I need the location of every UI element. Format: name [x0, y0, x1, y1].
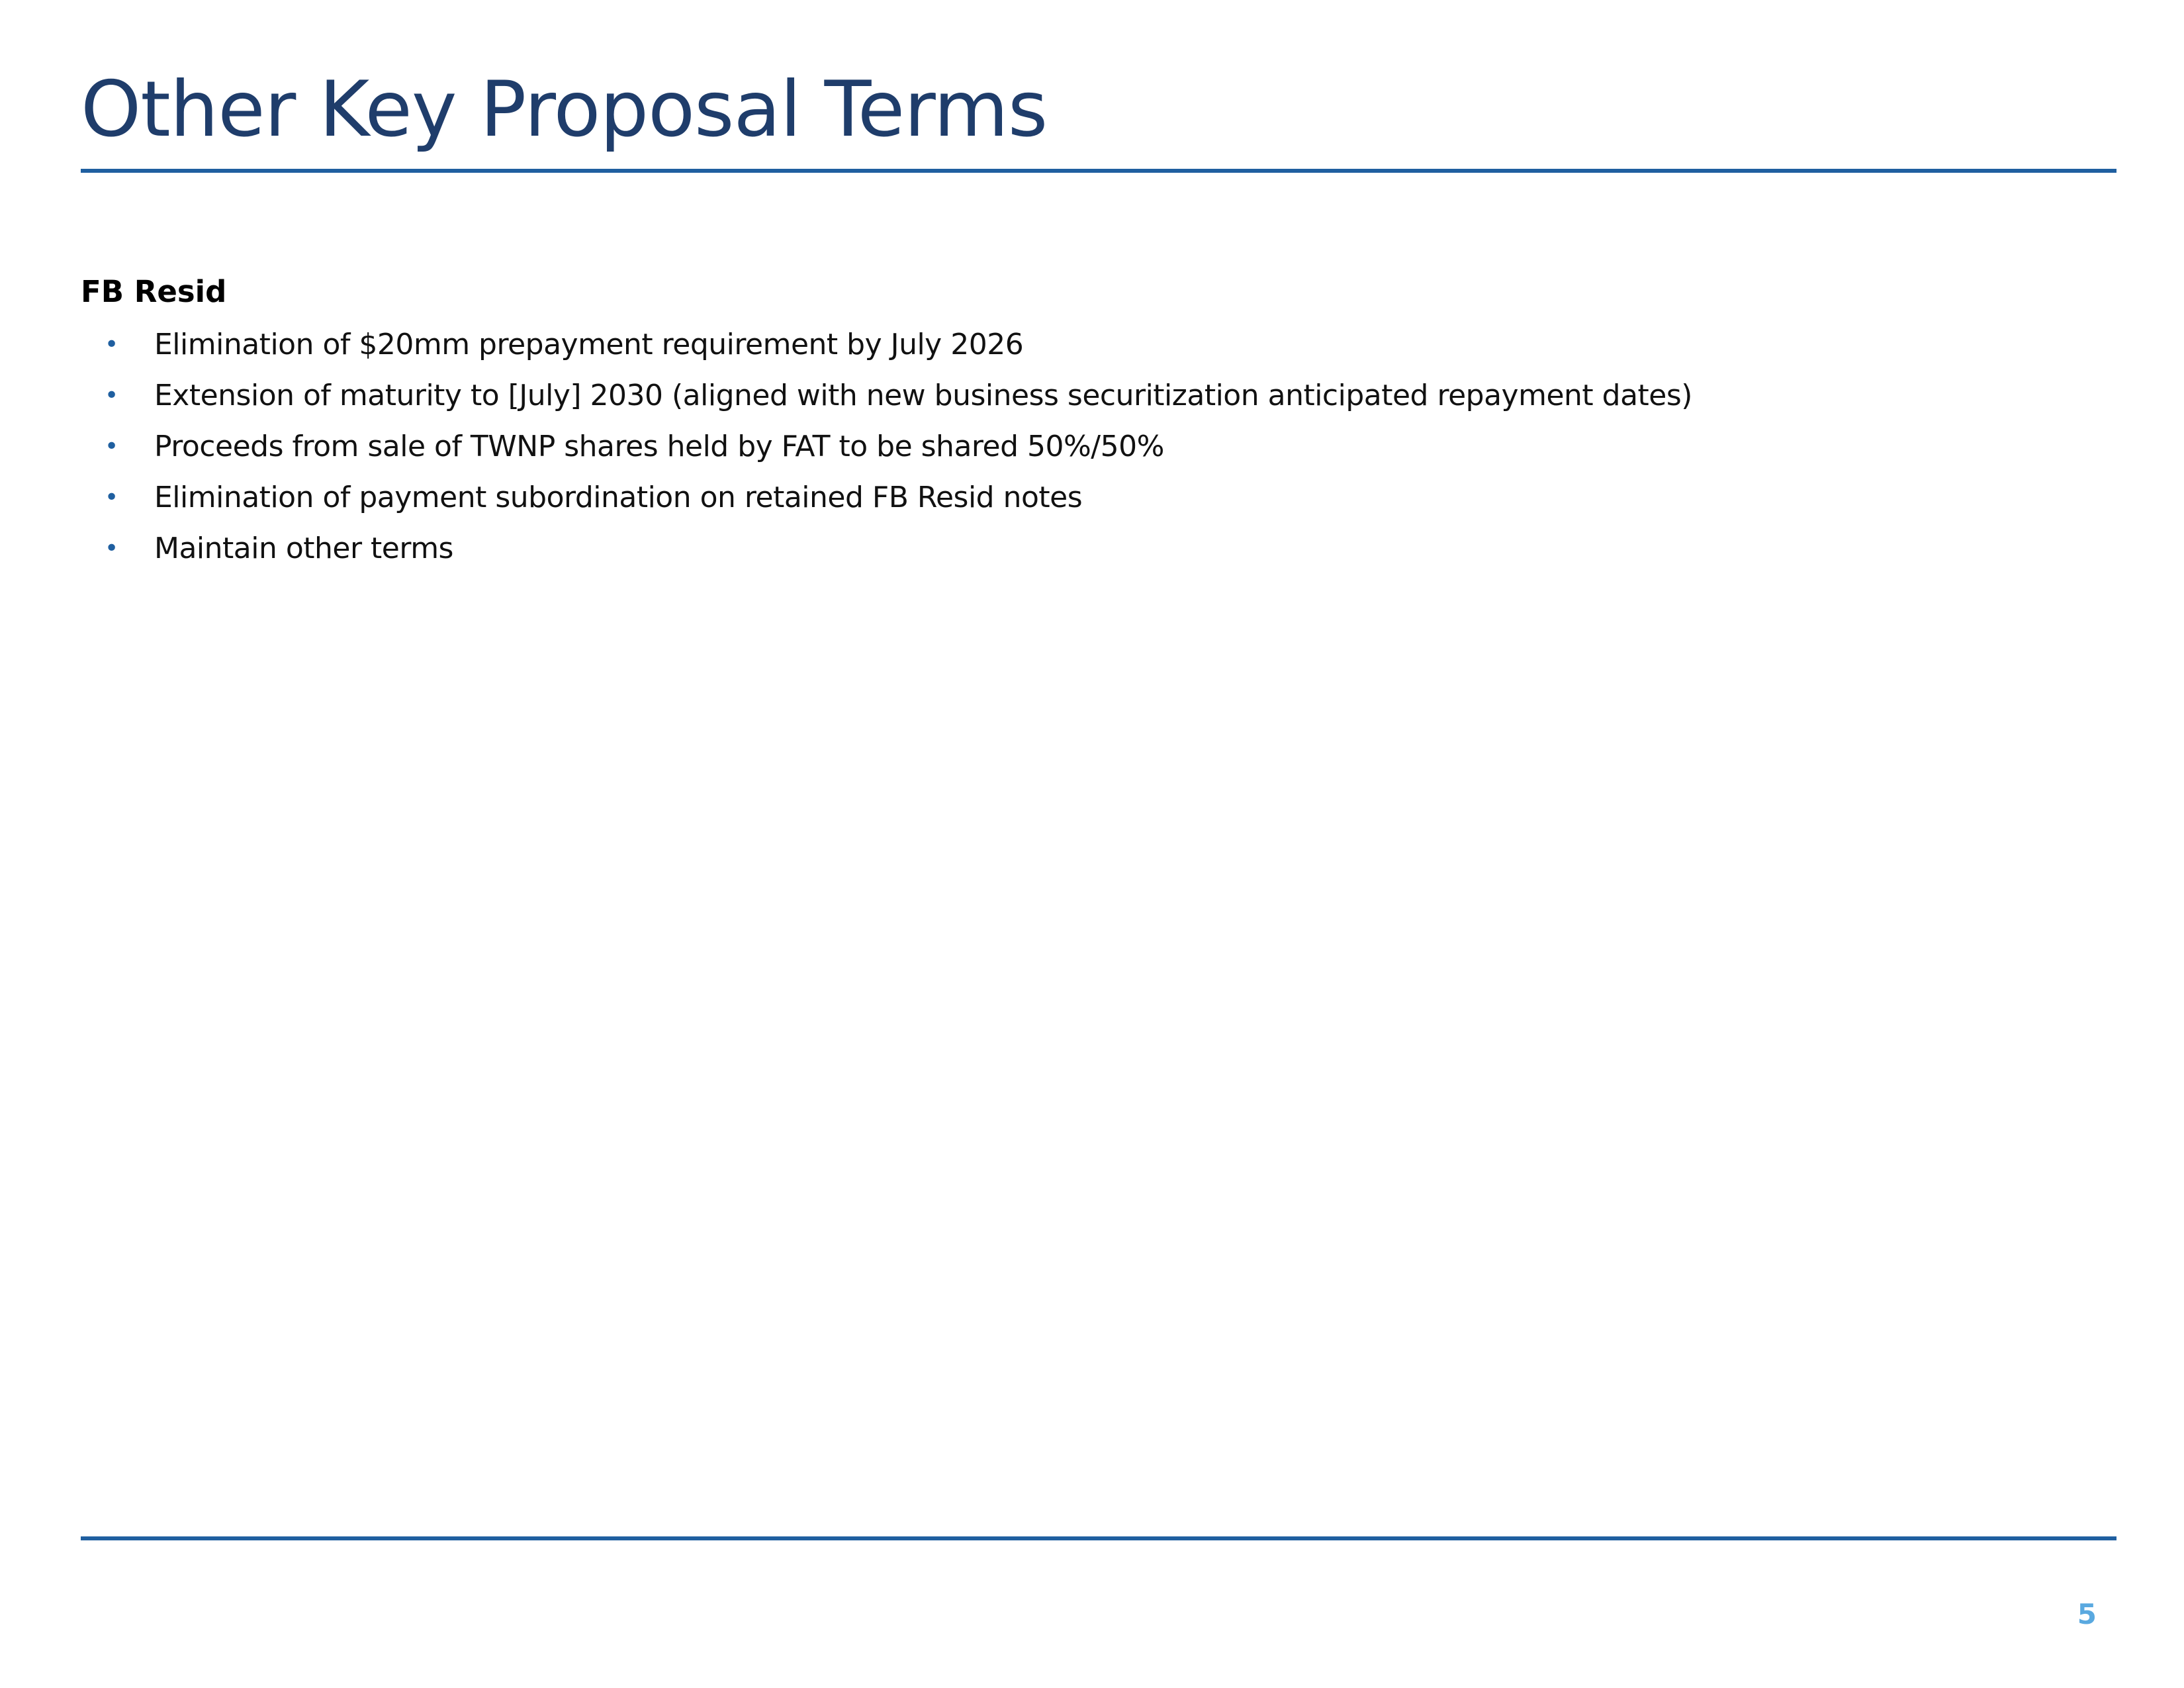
list-item — [81, 476, 2066, 527]
bullet-icon: • — [105, 331, 119, 358]
list-item-text: Extension of maturity to [July] 2030 (aligned with new business securitization anticipated repayment dates) — [154, 379, 1692, 412]
slide-title: Other Key Proposal Terms — [81, 65, 1048, 154]
title-divider — [81, 169, 2116, 173]
list-item — [81, 425, 2066, 476]
section-heading: FB Resid — [81, 274, 227, 309]
fb-resid-section — [81, 270, 2066, 578]
list-item-text: Elimination of payment subordination on retained FB Resid notes — [154, 481, 1083, 514]
list-item — [81, 323, 2066, 374]
terms-bullet-list — [81, 323, 2066, 578]
footer-divider — [81, 1536, 2116, 1540]
list-item — [81, 374, 2066, 425]
page-number: 5 — [2077, 1598, 2097, 1630]
bullet-icon: • — [105, 535, 119, 562]
list-item-text: Elimination of $20mm prepayment requirement by July 2026 — [154, 328, 1024, 361]
bullet-icon: • — [105, 433, 119, 460]
list-item-text: Proceeds from sale of TWNP shares held by FAT to be shared 50%/50% — [154, 430, 1164, 463]
bullet-icon: • — [105, 484, 119, 511]
bullet-icon: • — [105, 382, 119, 409]
list-item — [81, 527, 2066, 578]
list-item-text: Maintain other terms — [154, 532, 453, 565]
